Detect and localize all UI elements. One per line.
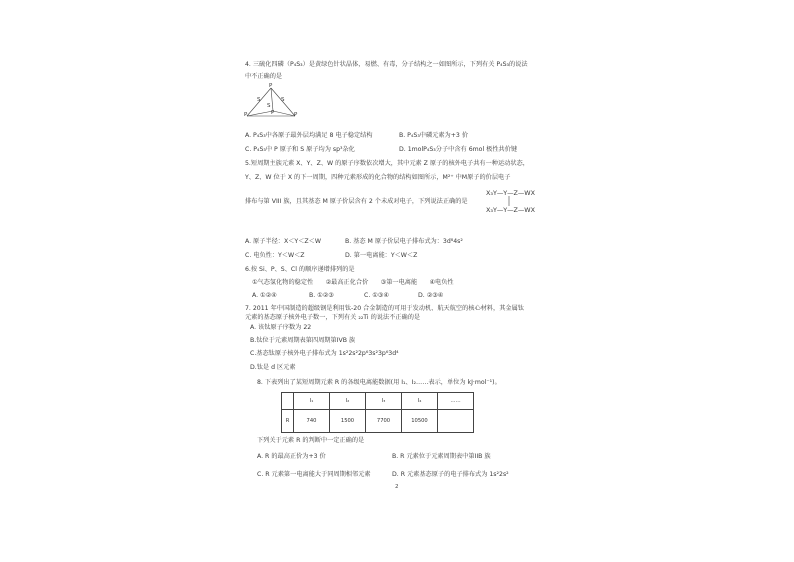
q5-structure-bond [506,196,512,206]
table-cell: 7700 [366,410,402,433]
table-header-cell [282,393,294,410]
q4-option-a: A. P₄S₃中各原子最外层均满足 8 电子稳定结构 [245,132,373,139]
q6-stem: 6.按 Si、P、S、Cl 的顺序递增排列的是 [245,266,355,273]
q5-structure-line1: X₃Y—Y—Z—WX [486,189,535,197]
table-header-cell: …… [438,393,474,410]
table-header-cell: I₄ [402,393,438,410]
p4s3-molecule-diagram [243,82,305,126]
q5-option-c: C. 电负性：Y＜W＜Z [245,252,305,259]
ionization-energy-table [281,392,474,433]
q6-option-d: D. ②③④ [418,292,444,299]
molecule-atom-p-right: P [294,112,298,118]
q7-option-d: D.钛是 d 区元素 [250,364,296,371]
q6-option-c: C. ①③④ [364,292,389,299]
table-cell: 1500 [330,410,366,433]
molecule-atom-s-left: S [257,97,261,103]
q8-question: 下列关于元素 R 的判断中一定正确的是 [257,437,365,444]
q8-option-c: C. R 元素第一电离能大于同周期相邻元素 [257,471,371,478]
table-header-row [282,393,474,410]
q8-stem: 8. 下表列出了某短周期元素 R 的各级电离能数据(用 I₁、I₂……表示，单位为 kJ·mol⁻¹)。 [257,379,501,386]
q4-option-d: D. 1molP₄S₃分子中含有 6mol 极性共价键 [399,146,518,153]
page-number: 2 [395,484,399,490]
table-cell: 10500 [402,410,438,433]
q6-option-a: A. ①②④ [252,292,277,299]
q5-structure-line2: X₃Y—Y—Z—WX [486,206,535,214]
q4-option-c: C. P₄S₃中 P 原子和 S 原子均为 sp³杂化 [245,146,355,153]
q5-stem-line2: Y、Z、W 位于 X 的下一周期，四种元素形成的化合物的结构如图所示，M²⁺ 中M原子的价层电子 [245,174,511,181]
molecule-atom-s-right: S [281,97,285,103]
q6-option-b: B. ①②③ [309,292,334,299]
q4-option-b: B. P₄S₃中磷元素为+3 价 [399,132,469,139]
q7-option-a: A. 该钛原子序数为 22 [250,324,312,331]
table-header-cell: I₁ [294,393,330,410]
q4-stem-line2: 中不正确的是 [245,73,283,80]
table-row [282,410,474,433]
q5-option-b: B. 基态 M 原子价层电子排布式为：3d⁸4s² [345,238,463,245]
molecule-atom-p-top: P [269,83,273,89]
molecule-atom-p-left: P [244,112,248,118]
q5-option-d: D. 第一电离能：Y＜W＜Z [345,252,418,259]
q6-properties: ①气态氢化物的稳定性 ②最高正化合价 ③第一电离能 ④电负性 [252,279,454,286]
table-cell: R [282,410,294,433]
table-cell [438,410,474,433]
q7-stem-line2: 元素的基态原子核外电子数一，下列有关 ₂₂Ti 的说法不正确的是 [245,314,421,321]
q8-option-a: A. R 的最高正价为+3 价 [257,453,326,460]
table-cell: 740 [294,410,330,433]
q7-stem-line1: 7. 2011 年中国制造的超级钢是利用钛-20 合金制造的可用于发动机、航天航空的核心材料，其金属钛 [245,305,524,312]
molecule-atom-p-center: P [271,110,275,116]
q8-option-b: B. R 元素位于元素周期表中第IIB 族 [392,453,491,460]
q7-option-b: B.钛位于元素周期表第四周期第IVB 族 [250,337,356,344]
q5-stem-line3: 排布与第 VIII 族，且其基态 M 原子价层含有 2 个未成对电子，下列说法正确的是 [245,198,468,205]
table-header-cell: I₂ [330,393,366,410]
q5-option-a: A. 原子半径：X＜Y＜Z＜W [245,238,321,245]
molecule-atom-s-mid: S [267,103,271,109]
q5-stem-line1: 5.短周期主族元素 X、Y、Z、W 的原子序数依次增大，其中元素 Z 原子的核外电子共有一种运动状态， [245,160,529,167]
q8-option-d: D. R 元素基态原子的电子排布式为 1s²2s² [392,471,509,478]
table-header-cell: I₃ [366,393,402,410]
q7-option-c: C.基态钛原子核外电子排布式为 1s²2s²2p⁶3s²3p⁶3d⁴ [250,350,399,357]
q4-stem-line1: 4. 三硫化四磷（P₄S₃）是黄绿色针状晶体，易燃、有毒，分子结构之一如图所示，下列有关 P₄S₃的说法 [245,61,528,68]
